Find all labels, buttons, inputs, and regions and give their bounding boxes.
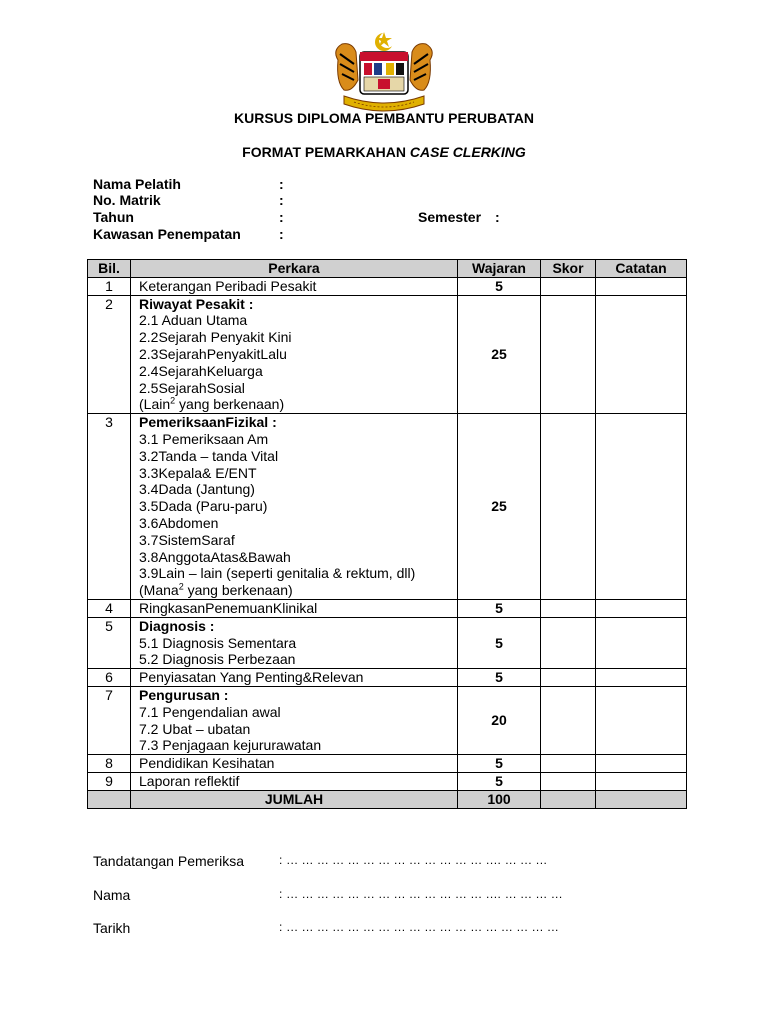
remarks-cell[interactable] <box>596 414 687 600</box>
sub-item: 3.6Abdomen <box>139 514 219 531</box>
remarks-cell[interactable] <box>596 772 687 790</box>
sub-item: 5.2 Diagnosis Perbezaan <box>139 651 296 668</box>
row-number: 3 <box>88 414 131 600</box>
sub-item: 2.3SejarahPenyakitLalu <box>139 345 287 362</box>
sub-item: 2.1 Aduan Utama <box>139 312 248 329</box>
sub-item: 3.7SistemSaraf <box>139 531 235 548</box>
sub-item: 3.1 Pemeriksaan Am <box>139 430 269 447</box>
sub-item: 2.2Sejarah Penyakit Kini <box>139 329 292 346</box>
nama-line[interactable]: : ... ... ... ... ... ... ... ... ... ... ... ... ... .... ... ... ... ... <box>279 887 563 901</box>
sub-item: 2.5SejarahSosial <box>139 379 245 396</box>
semester-label: Semester <box>418 209 482 225</box>
row-title: Keterangan Peribadi Pesakit <box>131 277 458 295</box>
tarikh-line[interactable]: : ... ... ... ... ... ... ... ... ... ... ... ... ... ... ... ... ... ... <box>279 920 559 934</box>
row-number: 7 <box>88 686 131 754</box>
score-cell[interactable] <box>541 295 596 414</box>
table-header-row <box>88 260 687 278</box>
remarks-cell[interactable] <box>596 686 687 754</box>
table-row <box>88 414 687 600</box>
row-weight: 25 <box>458 295 541 414</box>
colon: : <box>279 209 284 225</box>
colon: : <box>279 192 284 208</box>
no-matrik-label: No. Matrik <box>93 192 161 208</box>
colon: : <box>279 176 284 192</box>
score-cell[interactable] <box>541 414 596 600</box>
row-weight: 5 <box>458 755 541 773</box>
row-note: (Mana$^2$ yang berkenaan) <box>139 581 293 599</box>
row-number: 6 <box>88 669 131 687</box>
total-label: JUMLAH <box>131 790 458 808</box>
row-content <box>131 414 458 600</box>
header-wajaran: Wajaran <box>458 260 541 278</box>
header-catatan: Catatan <box>596 260 687 278</box>
row-weight: 25 <box>458 414 541 600</box>
row-content <box>131 686 458 754</box>
row-weight: 5 <box>458 617 541 668</box>
remarks-cell[interactable] <box>596 755 687 773</box>
table-row <box>88 617 687 668</box>
tandatangan-label: Tandatangan Pemeriksa <box>93 853 244 869</box>
sub-item: 3.4Dada (Jantung) <box>139 481 255 498</box>
table-row <box>88 772 687 790</box>
remarks-cell[interactable] <box>596 669 687 687</box>
row-number: 5 <box>88 617 131 668</box>
row-weight: 20 <box>458 686 541 754</box>
sub-item: 3.8AnggotaAtas&Bawah <box>139 548 291 565</box>
total-score-cell[interactable] <box>541 790 596 808</box>
row-number: 9 <box>88 772 131 790</box>
subtitle-italic: CASE CLERKING <box>409 144 526 160</box>
header-perkara: Perkara <box>131 260 458 278</box>
row-title: RingkasanPenemuanKlinikal <box>131 599 458 617</box>
remarks-cell[interactable] <box>596 617 687 668</box>
sub-item: 7.2 Ubat – ubatan <box>139 720 251 737</box>
sub-item: 7.1 Pengendalian awal <box>139 703 281 720</box>
total-row <box>88 790 687 808</box>
sub-item: 3.3Kepala& E/ENT <box>139 464 257 481</box>
row-number: 8 <box>88 755 131 773</box>
row-title: PemeriksaanFizikal : <box>139 414 277 431</box>
nama-pelatih-label: Nama Pelatih <box>93 176 181 192</box>
row-title: Pendidikan Kesihatan <box>131 755 458 773</box>
remarks-cell[interactable] <box>596 277 687 295</box>
score-cell[interactable] <box>541 755 596 773</box>
sub-item: 2.4SejarahKeluarga <box>139 362 263 379</box>
table-row <box>88 599 687 617</box>
row-weight: 5 <box>458 599 541 617</box>
table-row <box>88 755 687 773</box>
score-cell[interactable] <box>541 669 596 687</box>
score-cell[interactable] <box>541 617 596 668</box>
row-weight: 5 <box>458 669 541 687</box>
row-title: Riwayat Pesakit : <box>139 295 254 312</box>
row-number: 1 <box>88 277 131 295</box>
row-weight: 5 <box>458 772 541 790</box>
sub-item: 5.1 Diagnosis Sementara <box>139 634 297 651</box>
score-cell[interactable] <box>541 599 596 617</box>
row-number: 4 <box>88 599 131 617</box>
score-cell[interactable] <box>541 772 596 790</box>
row-number: 2 <box>88 295 131 414</box>
tahun-label: Tahun <box>93 209 134 225</box>
colon: : <box>279 226 284 242</box>
tarikh-label: Tarikh <box>93 920 131 936</box>
document-title: KURSUS DIPLOMA PEMBANTU PERUBATAN <box>234 110 534 126</box>
table-row <box>88 277 687 295</box>
kawasan-label: Kawasan Penempatan <box>93 226 241 242</box>
row-content <box>131 617 458 668</box>
row-weight: 5 <box>458 277 541 295</box>
table-row <box>88 686 687 754</box>
total-blank <box>88 790 131 808</box>
remarks-cell[interactable] <box>596 295 687 414</box>
row-content <box>131 295 458 414</box>
score-cell[interactable] <box>541 277 596 295</box>
table-row <box>88 295 687 414</box>
row-title: Penyiasatan Yang Penting&Relevan <box>131 669 458 687</box>
field-semester[interactable] <box>418 209 500 225</box>
row-title: Diagnosis : <box>139 617 215 634</box>
nama-label: Nama <box>93 887 131 903</box>
total-remarks-cell[interactable] <box>596 790 687 808</box>
table-row <box>88 669 687 687</box>
colon: : <box>495 209 500 225</box>
row-note: (Lain$^2$ yang berkenaan) <box>139 395 285 413</box>
total-weight: 100 <box>458 790 541 808</box>
sub-item: 3.5Dada (Paru-paru) <box>139 498 268 515</box>
sub-item: 3.9Lain – lain (seperti genitalia & rektum, dll) <box>139 565 416 582</box>
subtitle-main: FORMAT PEMARKAHAN <box>242 144 410 160</box>
malaysia-coat-of-arms-icon <box>328 30 440 116</box>
header-skor: Skor <box>541 260 596 278</box>
sub-item: 7.3 Penjagaan kejururawatan <box>139 737 322 754</box>
document-subtitle <box>0 144 768 160</box>
header-bil: Bil. <box>88 260 131 278</box>
marking-table <box>87 259 687 809</box>
remarks-cell[interactable] <box>596 599 687 617</box>
signature-line[interactable]: : ... ... ... ... ... ... ... ... ... ... ... ... ... .... ... ... ... <box>279 853 548 867</box>
score-cell[interactable] <box>541 686 596 754</box>
sub-item: 3.2Tanda – tanda Vital <box>139 447 279 464</box>
row-title: Laporan reflektif <box>131 772 458 790</box>
row-title: Pengurusan : <box>139 686 229 703</box>
